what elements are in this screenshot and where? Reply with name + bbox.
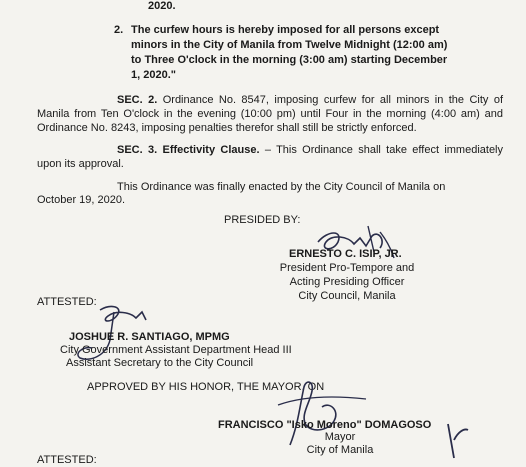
section-2-text: Ordinance No. 8547, imposing curfew for all minors in the City of Manila from Ten O'clock in the evening (10:00 pm) until Four in the morning (4:00 am) and Ordinance No. 8243, imposing penalties therefor shall still be strictly enforced.	[37, 94, 504, 134]
item2-line3: to Three O'clock in the morning (3:00 am) starting December	[131, 54, 448, 66]
enacted-line-1: This Ordinance was finally enacted by the City Council of Manila on	[117, 181, 446, 193]
section-3-text: – This Ordinance shall take effect immediately upon its approval.	[37, 144, 504, 170]
mayor-title-2: City of Manila	[306, 444, 374, 456]
secretary-title-2: Assistant Secretary to the City Council	[66, 357, 254, 369]
presided-by-label: PRESIDED BY:	[224, 214, 301, 226]
presider-title-2: Acting Presiding Officer	[289, 276, 405, 288]
item2-line2: minors in the City of Manila from Twelve Midnight (12:00 am)	[131, 39, 448, 51]
item2-line4: 1, 2020."	[131, 69, 176, 81]
secretary-title-1: City Government Assistant Department Head III	[60, 344, 292, 356]
item2-line1: The curfew hours is hereby imposed for all persons except	[131, 24, 440, 36]
secretary-name: JOSHUE R. SANTIAGO, MPMG	[69, 331, 230, 343]
enacted-line-2: October 19, 2020.	[37, 194, 126, 206]
item2-number: 2.	[114, 24, 124, 36]
top-fragment: 2020.	[148, 0, 176, 12]
section-3-label: SEC. 3. Effectivity Clause.	[117, 144, 260, 156]
mayor-name: FRANCISCO "Isko Moreno" DOMAGOSO	[218, 419, 432, 431]
mayor-initial-mark-icon	[440, 420, 470, 460]
presider-name: ERNESTO C. ISIP, JR.	[289, 248, 402, 260]
section-2-paragraph	[37, 93, 503, 135]
mayor-title-1: Mayor	[324, 431, 356, 443]
presider-title-3: City Council, Manila	[298, 290, 396, 302]
section-2-label: SEC. 2.	[117, 94, 158, 106]
presider-title-1: President Pro-Tempore and	[279, 262, 415, 274]
attested-label-1: ATTESTED:	[37, 296, 97, 308]
approved-by-label: APPROVED BY HIS HONOR, THE MAYOR, ON	[87, 381, 325, 393]
attested-label-2: ATTESTED:	[37, 454, 97, 466]
section-3-paragraph	[37, 143, 503, 171]
